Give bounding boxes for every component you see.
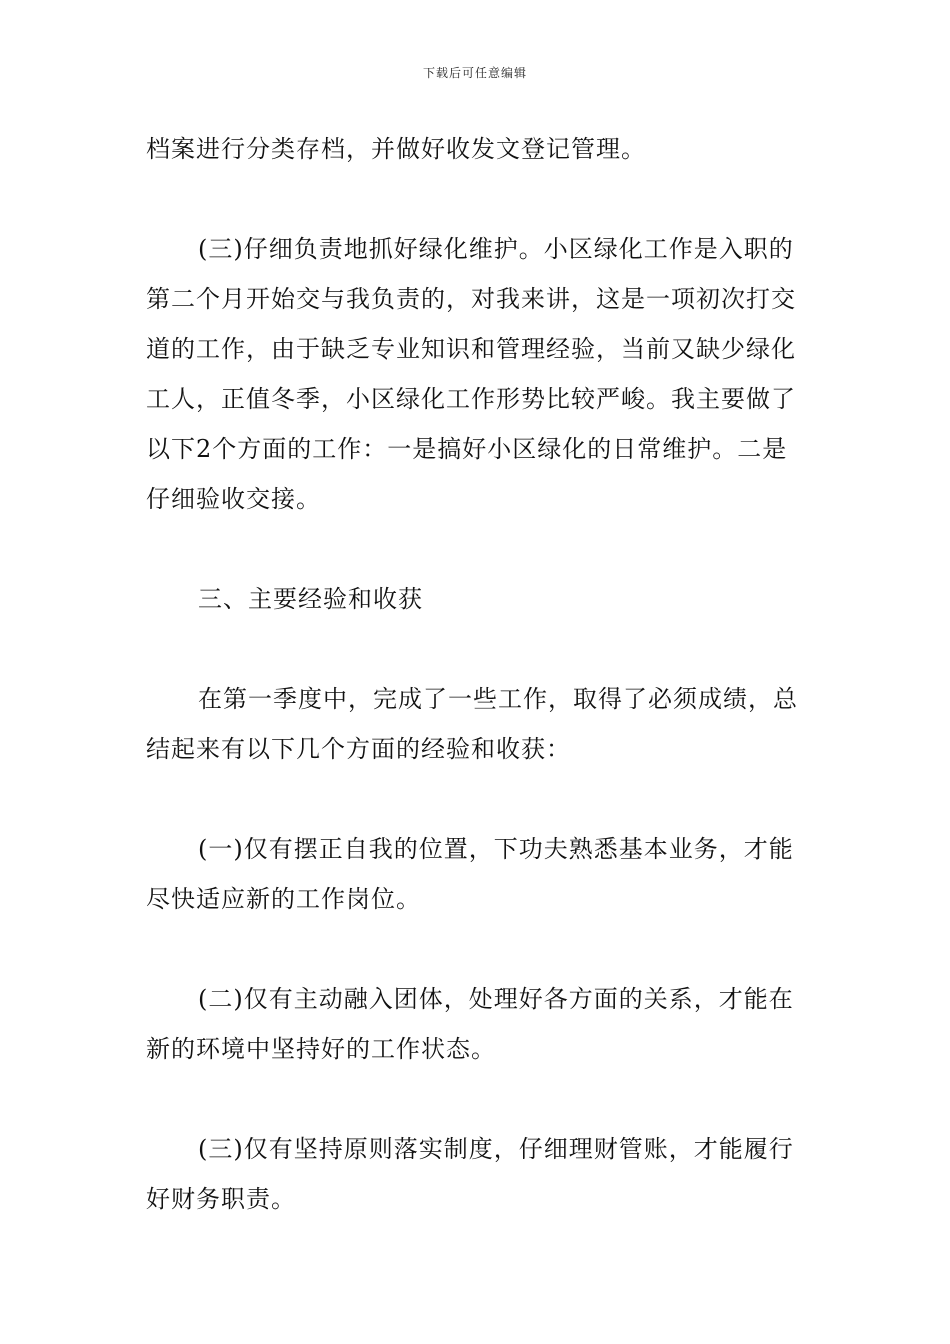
section-heading-experience: 三、主要经验和收获	[198, 585, 423, 613]
paragraph-summary: 在第一季度中，完成了一些工作，取得了必须成绩，总结起来有以下几个方面的经验和收获：	[146, 685, 798, 763]
paragraph-greening: (三)仔细负责地抓好绿化维护。小区绿化工作是入职的第二个月开始交与我负责的，对我来讲，这是一项初次打交道的工作，由于缺乏专业知识和管理经验，当前又缺少绿化工人，正值冬季，小区绿化工作形势比较严峻。我主要做了以下2个方面的工作：一是搞好小区绿化的日常维护。二是仔细验收交接。	[146, 235, 796, 513]
paragraph-spacer	[146, 624, 810, 674]
paragraph-spacer	[146, 524, 810, 574]
paragraph-spacer	[146, 924, 810, 974]
page-header: 下载后可任意编辑	[422, 66, 527, 80]
paragraph-point-two: (二)仅有主动融入团体，处理好各方面的关系，才能在新的环境中坚持好的工作状态。	[146, 985, 794, 1063]
document-body	[146, 124, 810, 1224]
paragraph-archive: 档案进行分类存档，并做好收发文登记管理。	[146, 135, 646, 163]
paragraph-spacer	[146, 174, 810, 224]
paragraph-spacer	[146, 774, 810, 824]
paragraph-point-one: (一)仅有摆正自我的位置，下功夫熟悉基本业务，才能尽快适应新的工作岗位。	[146, 835, 794, 913]
paragraph-point-three: (三)仅有坚持原则落实制度，仔细理财管账，才能履行好财务职责。	[146, 1135, 794, 1213]
paragraph-spacer	[146, 1074, 810, 1124]
